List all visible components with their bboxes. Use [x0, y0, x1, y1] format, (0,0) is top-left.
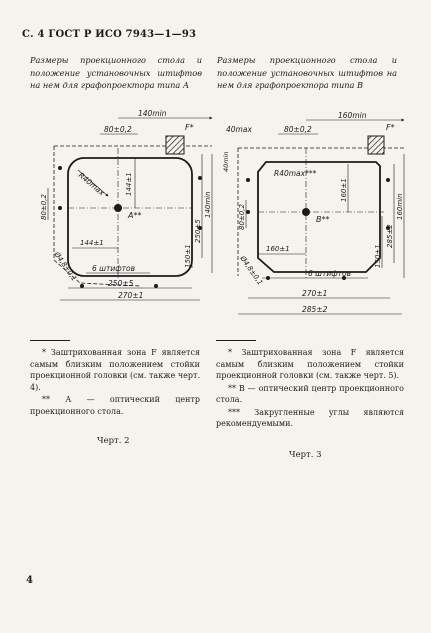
dim-top-off: 80±0,2	[104, 125, 132, 134]
dim-w270: 270±1	[302, 289, 328, 298]
dim-top-max: 40max	[226, 125, 252, 134]
dim-v140: 140min	[204, 191, 212, 218]
dim-pins: 6 штифтов	[308, 269, 352, 278]
page-number: 4	[26, 575, 33, 586]
note-right-1: * Заштрихованная зона F является самым близким положением стойки проекционной головки (см. также черт. 5).	[216, 348, 404, 380]
dim-v285: 285±2	[386, 224, 394, 248]
dim-left-v40: 40min	[222, 151, 230, 172]
caption-right: Размеры проекционного стола и положение установочных штифтов на нем для графопроектора типа В	[217, 55, 397, 90]
dim-top-min: 160min	[338, 111, 367, 120]
optical-center-label: A**	[128, 211, 142, 220]
dim-diam: Ø4,8±0,1	[52, 250, 79, 283]
dim-v150: 150±1	[184, 244, 192, 268]
zone-f-hatch	[368, 136, 384, 154]
figure-label-left: Черт. 2	[97, 436, 130, 446]
dim-w285: 285±2	[302, 305, 328, 314]
figure-label-right: Черт. 3	[289, 450, 322, 460]
caption-left: Размеры проекционного стола и положение установочных штифтов на нем для графопроектора типа А	[30, 55, 202, 90]
note-right-3: *** Закругленные углы являются рекомендуемыми.	[216, 407, 404, 428]
zone-f-label: F*	[185, 123, 194, 132]
note-right-2: ** В — оптический центр проекционного стола.	[216, 383, 404, 404]
dim-v80: 80±0,2	[238, 204, 246, 230]
dim-v160min: 160min	[396, 193, 404, 220]
notes-right	[216, 347, 404, 431]
dim-v160: 160±1	[340, 178, 348, 202]
zone-f-label: F*	[386, 123, 395, 132]
footnote-rule-right	[216, 340, 256, 341]
dim-pins: 6 штифтов	[92, 264, 136, 273]
zone-f-hatch	[166, 136, 184, 154]
dim-top-min: 140min	[138, 109, 167, 118]
dim-radius: R40max	[76, 170, 107, 198]
page-header: С. 4 ГОСТ Р ИСО 7943—1—93	[22, 29, 197, 40]
dim-top-off: 80±0,2	[284, 125, 312, 134]
optical-center-b	[302, 208, 310, 216]
optical-center-a	[114, 204, 122, 212]
dim-diam: Ø4,8±0,1	[238, 254, 265, 287]
dim-v250: 250±5	[194, 219, 202, 243]
notes-left	[30, 347, 200, 418]
figure-table-type-a	[20, 108, 220, 308]
dim-v144: 144±1	[125, 172, 133, 196]
dim-w250: 250±5	[108, 279, 134, 288]
dim-h144: 144±1	[80, 239, 104, 247]
optical-center-label: B**	[316, 215, 330, 224]
note-left-2: ** А — оптический центр проекционного стола.	[30, 395, 200, 416]
dim-h160: 160±1	[266, 245, 290, 253]
note-left-1: * Заштрихованная зона F является самым близким положением стойки проекционной головки (см. также черт. 4).	[30, 348, 200, 392]
figure-table-type-b	[218, 108, 414, 320]
dim-w270: 270±1	[118, 291, 144, 300]
dim-v150: 150±1	[374, 244, 382, 268]
dim-v80: 80±0,2	[40, 194, 48, 220]
dim-radius: R40max***	[274, 169, 317, 178]
footnote-rule-left	[30, 340, 70, 341]
